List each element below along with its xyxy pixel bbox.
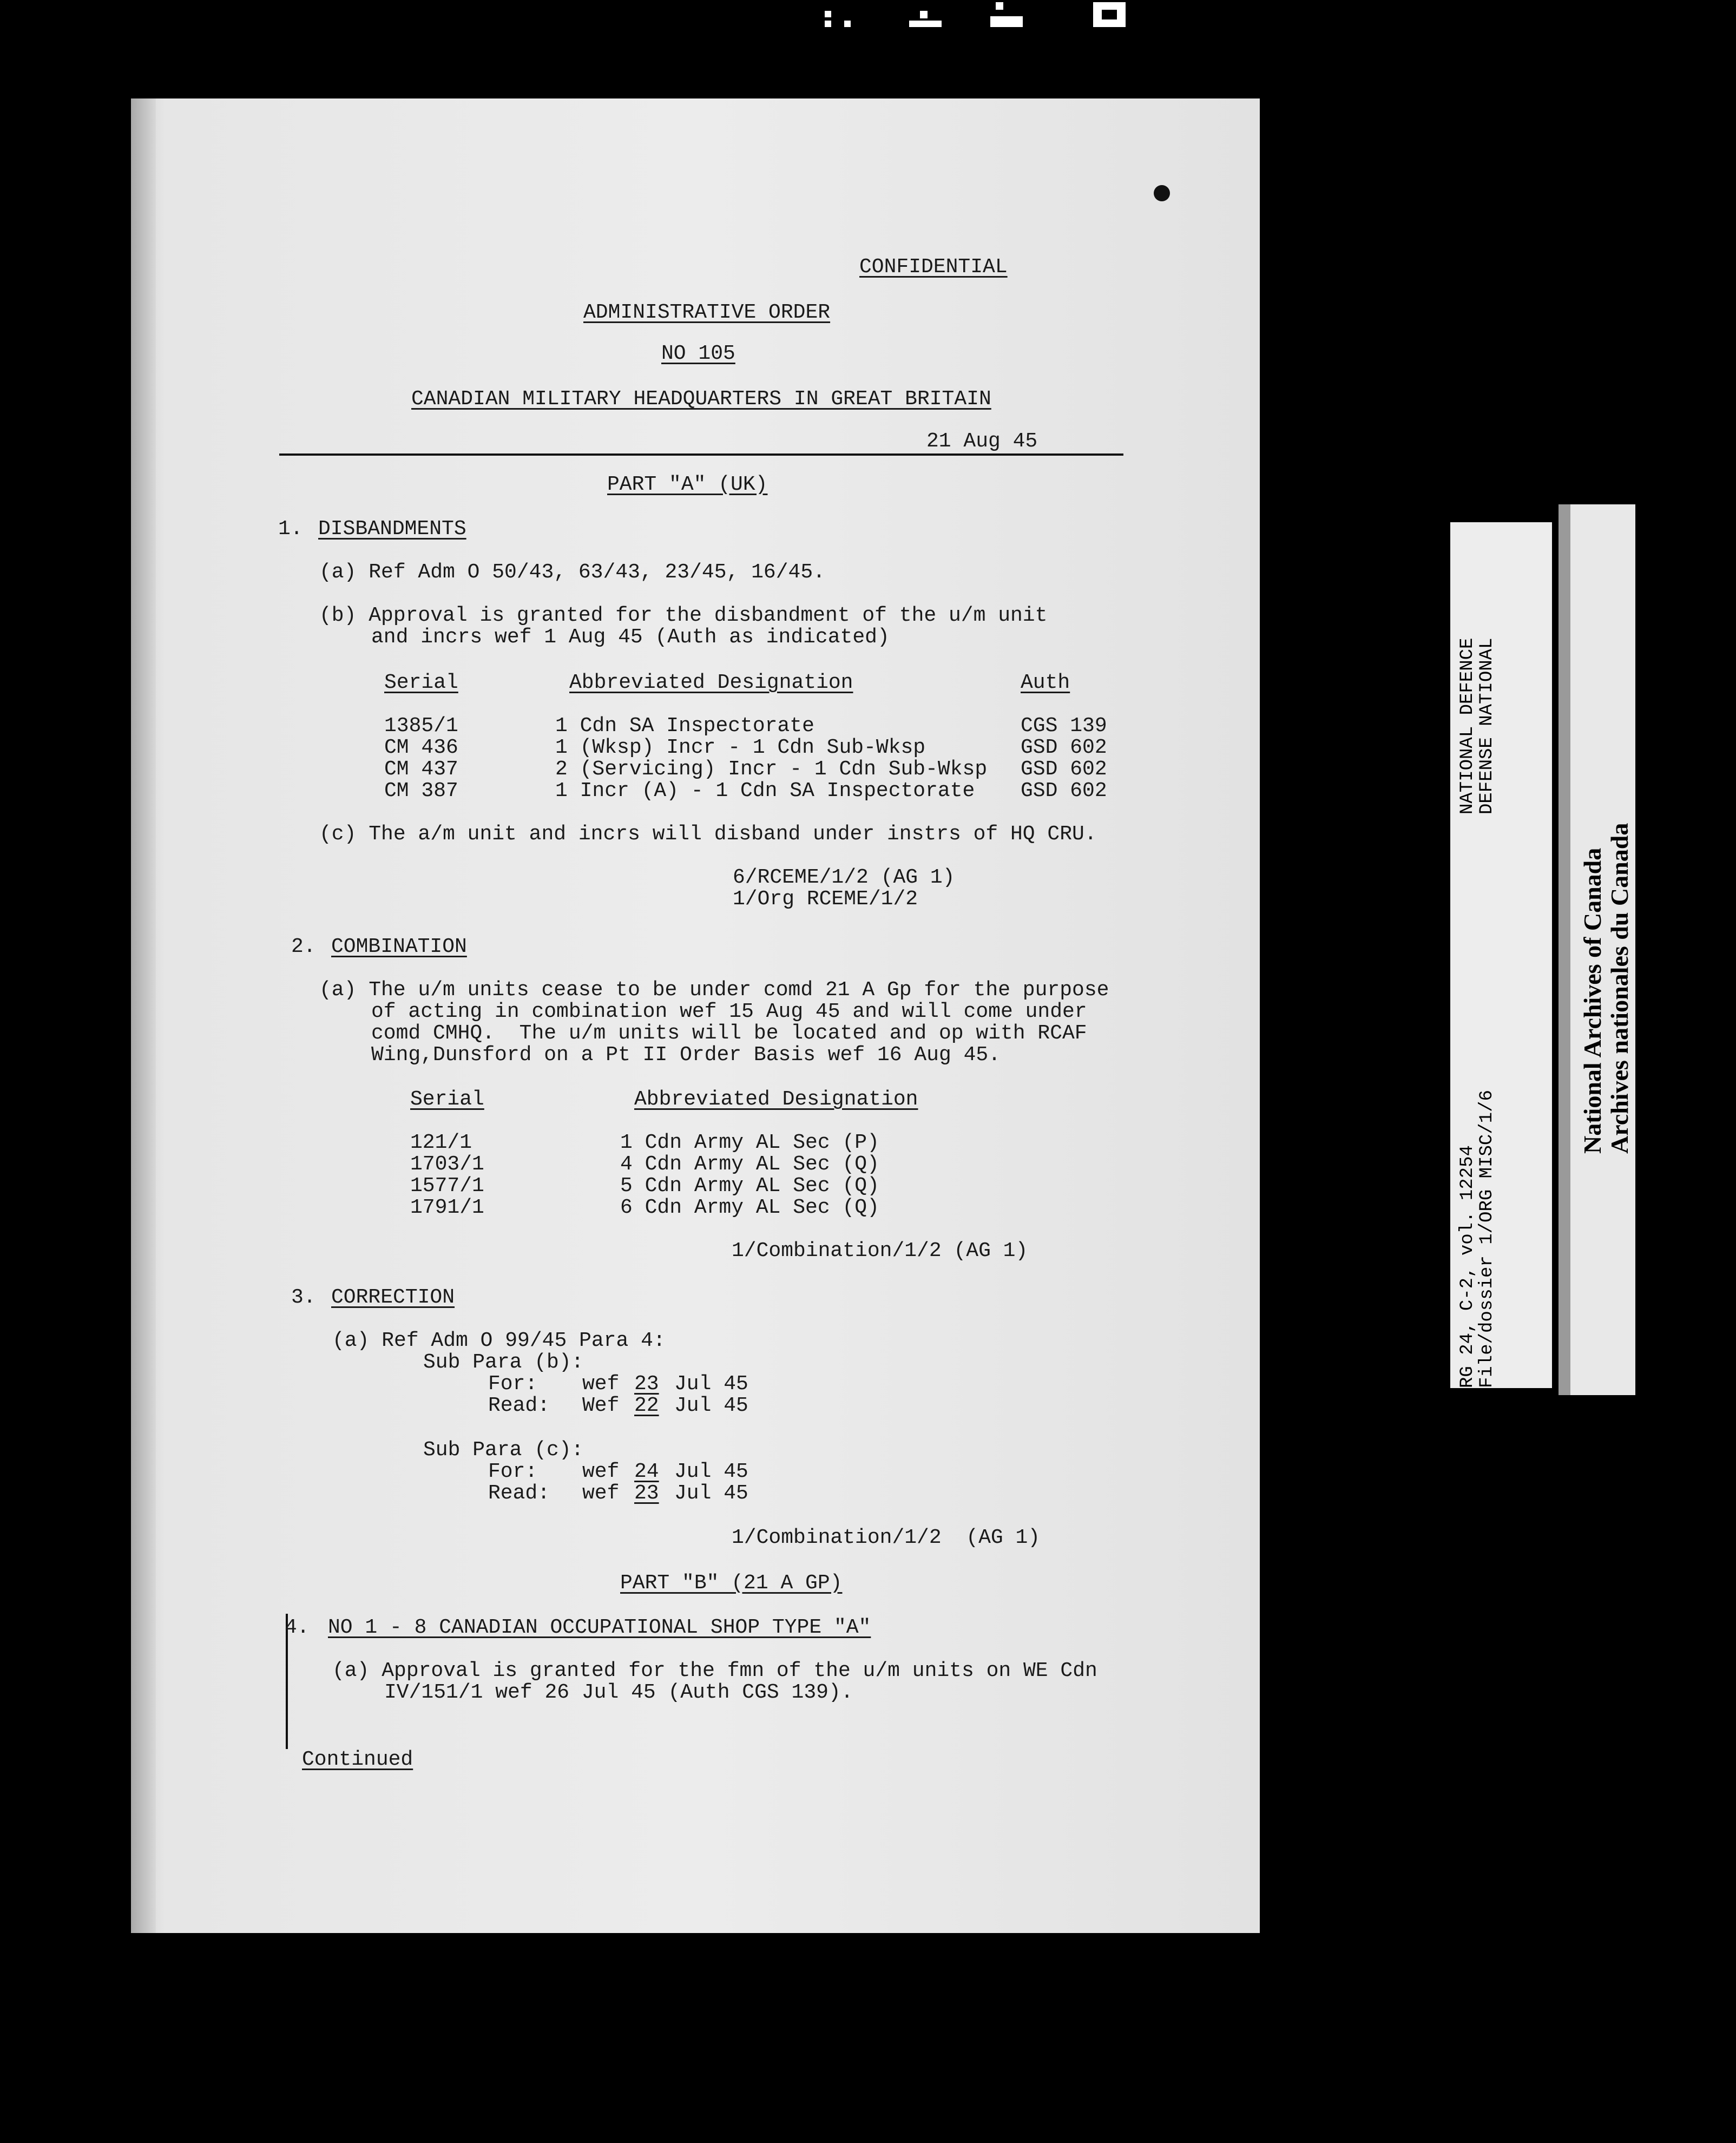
section-2-heading: COMBINATION — [331, 935, 467, 958]
s3-b-read-number: 22 — [634, 1394, 659, 1417]
table-cell-serial: CM 437 — [384, 758, 458, 781]
s3-c-for-pre: wef — [582, 1460, 620, 1483]
s1-para-b-line2: and incrs wef 1 Aug 45 (Auth as indicated) — [371, 626, 890, 649]
archive-stamp-fr: Archives nationales du Canada — [1606, 823, 1633, 1154]
document-page — [131, 98, 1260, 1933]
s3-para-a: (a) Ref Adm O 99/45 Para 4: — [332, 1329, 666, 1352]
s1-col-serial: Serial — [384, 671, 458, 694]
s3-c-for-post: Jul 45 — [674, 1460, 748, 1483]
s1-col-auth: Auth — [1021, 671, 1070, 694]
table-cell-auth: GSD 602 — [1021, 779, 1107, 803]
section-1-number: 1. — [278, 517, 303, 541]
order-date: 21 Aug 45 — [926, 430, 1038, 453]
s3-b-read-label: Read: — [488, 1394, 550, 1417]
table-cell-designation: 1 (Wksp) Incr - 1 Cdn Sub-Wksp — [555, 736, 926, 759]
section-2-number: 2. — [291, 935, 316, 958]
table-cell-designation: 2 (Servicing) Incr - 1 Cdn Sub-Wksp — [555, 758, 988, 781]
s3-c-read-post: Jul 45 — [674, 1482, 748, 1505]
page-edge — [131, 98, 156, 1933]
part-b-heading: PART "B" (21 A GP) — [620, 1572, 843, 1595]
table-cell-serial: 121/1 — [410, 1131, 472, 1154]
section-4-number: 4. — [285, 1616, 310, 1639]
archive-ref-line1: RG 24, C-2, vol. 12254 — [1457, 1145, 1478, 1388]
archive-stamp — [1559, 504, 1635, 1395]
s1-para-c: (c) The a/m unit and incrs will disband under instrs of HQ CRU. — [319, 823, 1097, 846]
table-cell-designation: 1 Incr (A) - 1 Cdn SA Inspectorate — [555, 779, 975, 803]
s2-col-serial: Serial — [410, 1088, 484, 1111]
s2-para-a-line3: comd CMHQ. The u/m units will be located and op with RCAF — [371, 1022, 1087, 1045]
s3-b-read-post: Jul 45 — [674, 1394, 748, 1417]
classification: CONFIDENTIAL — [859, 255, 1008, 279]
table-cell-designation: 4 Cdn Army AL Sec (Q) — [620, 1153, 879, 1176]
s3-b-for-pre: wef — [582, 1372, 620, 1396]
s2-para-a-line4: Wing,Dunsford on a Pt II Order Basis wef 16 Aug 45. — [371, 1043, 1001, 1067]
table-cell-serial: CM 387 — [384, 779, 458, 803]
archive-dept-line1: NATIONAL DEFENCE — [1457, 637, 1478, 814]
s3-c-read-label: Read: — [488, 1482, 550, 1505]
s3-b-for-post: Jul 45 — [674, 1372, 748, 1396]
order-number: NO 105 — [661, 342, 735, 365]
table-cell-serial: CM 436 — [384, 736, 458, 759]
s3-c-read-pre: wef — [582, 1482, 620, 1505]
s1-col-designation: Abbreviated Designation — [569, 671, 853, 694]
s3-b-for-number: 23 — [634, 1372, 659, 1396]
s3-c-for-label: For: — [488, 1460, 538, 1483]
section-3-heading: CORRECTION — [331, 1286, 455, 1309]
s3-sub-para-c: Sub Para (c): — [423, 1438, 584, 1462]
s3-b-for-label: For: — [488, 1372, 538, 1396]
organization: CANADIAN MILITARY HEADQUARTERS IN GREAT BRITAIN — [411, 387, 991, 411]
part-a-heading: PART "A" (UK) — [607, 473, 768, 496]
section-1-heading: DISBANDMENTS — [318, 517, 466, 541]
section-3-number: 3. — [291, 1286, 316, 1309]
table-cell-serial: 1577/1 — [410, 1174, 484, 1198]
s4-para-a-line2: IV/151/1 wef 26 Jul 45 (Auth CGS 139). — [384, 1681, 853, 1704]
archive-stamp-en: National Archives of Canada — [1579, 847, 1606, 1154]
s3-b-read-pre: Wef — [582, 1394, 620, 1417]
s2-para-a-line2: of acting in combination wef 15 Aug 45 and will come under — [371, 1000, 1087, 1023]
order-title: ADMINISTRATIVE ORDER — [583, 301, 831, 324]
table-cell-serial: 1703/1 — [410, 1153, 484, 1176]
s1-file-ref-2: 1/Org RCEME/1/2 — [733, 888, 918, 911]
table-cell-auth: CGS 139 — [1021, 714, 1107, 738]
continued-label: Continued — [302, 1748, 413, 1771]
table-cell-serial: 1791/1 — [410, 1196, 484, 1219]
table-cell-designation: 5 Cdn Army AL Sec (Q) — [620, 1174, 879, 1198]
s2-para-a-line1: (a) The u/m units cease to be under comd 21 A Gp for the purpose — [319, 978, 1109, 1002]
s3-sub-para-b: Sub Para (b): — [423, 1351, 584, 1374]
frame-marks — [812, 0, 1158, 32]
s3-c-read-number: 23 — [634, 1482, 659, 1505]
table-cell-designation: 6 Cdn Army AL Sec (Q) — [620, 1196, 879, 1219]
archive-dept-line2: DEFENSE NATIONAL — [1477, 637, 1497, 814]
s3-file-ref: 1/Combination/1/2 (AG 1) — [732, 1526, 1041, 1549]
s1-para-b-line1: (b) Approval is granted for the disbandment of the u/m unit — [319, 604, 1048, 627]
table-cell-designation: 1 Cdn SA Inspectorate — [555, 714, 814, 738]
table-cell-auth: GSD 602 — [1021, 736, 1107, 759]
punch-mark — [1154, 185, 1170, 201]
section-4-heading: NO 1 - 8 CANADIAN OCCUPATIONAL SHOP TYPE "A" — [328, 1616, 871, 1639]
s4-para-a-line1: (a) Approval is granted for the fmn of the u/m units on WE Cdn — [332, 1659, 1097, 1682]
header-rule — [279, 453, 1123, 456]
s3-c-for-number: 24 — [634, 1460, 659, 1483]
table-cell-auth: GSD 602 — [1021, 758, 1107, 781]
archive-ref-line2: File/dossier 1/ORG MISC/1/6 — [1477, 1090, 1497, 1388]
archive-reference-label — [1450, 522, 1552, 1388]
s1-para-a: (a) Ref Adm O 50/43, 63/43, 23/45, 16/45. — [319, 561, 825, 584]
table-cell-serial: 1385/1 — [384, 714, 458, 738]
s2-col-designation: Abbreviated Designation — [634, 1088, 918, 1111]
table-cell-designation: 1 Cdn Army AL Sec (P) — [620, 1131, 879, 1154]
s2-file-ref: 1/Combination/1/2 (AG 1) — [732, 1239, 1028, 1263]
s1-file-ref-1: 6/RCEME/1/2 (AG 1) — [733, 866, 955, 889]
